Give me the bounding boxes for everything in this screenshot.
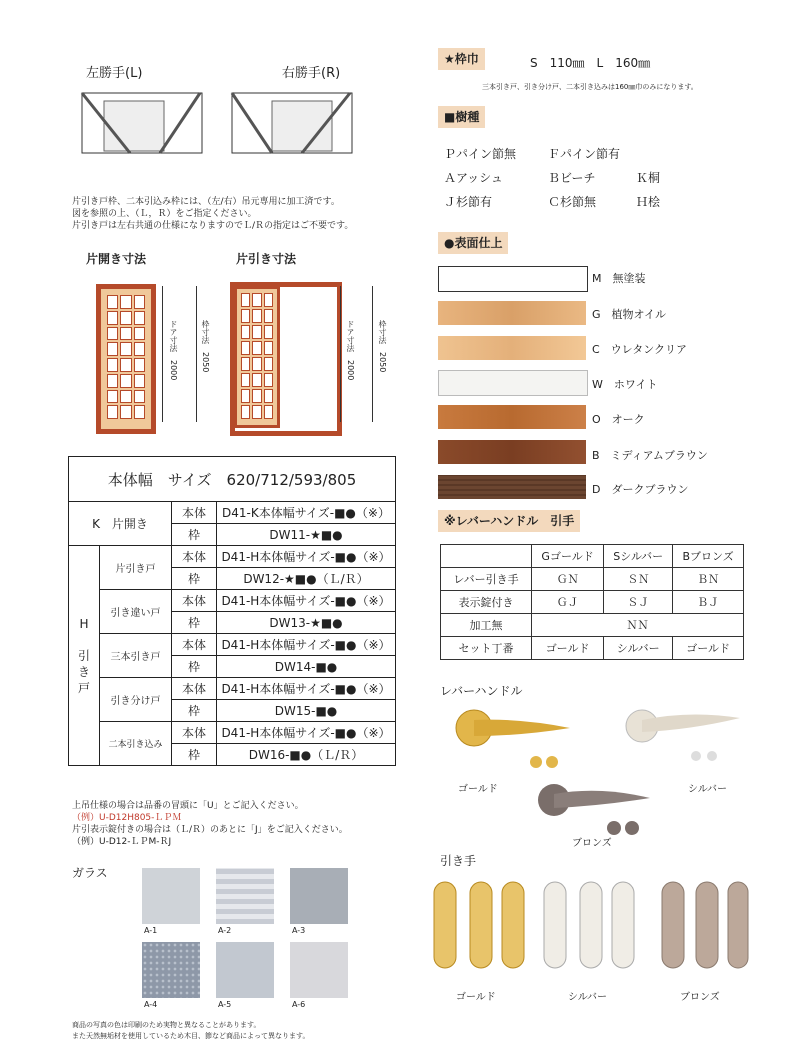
lever-gold-label: ゴールド [458,784,498,795]
lever-table: Gゴールド Sシルバー Bブロンズ レバー引き手 ＧＮ ＳＮ ＢＮ 表示錠付き ＧＪ ＳＪ ＢＪ 加工無 ＮＮ セット丁番 ゴールド シルバー ゴールド [440,544,744,660]
pull-images [430,876,750,976]
frame-size-label: 枠寸法 2050 [201,320,210,373]
glass-a6 [290,942,348,998]
lever-table-title: ※レバーハンドル 引手 [438,510,580,532]
lever-handle-title: レバーハンドル [440,684,523,698]
dims-left-title: 片開き寸法 [86,252,147,266]
pull-silver-label: シルバー [568,992,608,1003]
spec-table: 本体幅 サイズ 620/712/593/805 K 片開き 本体 D41-K本体幅サイズ-■●（※） 枠 DW11-★■● H 引 き 戸 片引き戸 本体 D41-H本体幅サイズ-■●（※） 枠 DW12-★■●（Ｌ/Ｒ） 引き違い戸 本体 D41-H本体幅サイズ-■●（※） 枠 DW13-★■● 三本引き戸 本体 D41-H本体幅サイズ-■●（※） 枠 DW14-■● 引き分け戸 本体 D41-H本体幅サイズ-■●（※） 枠 DW15-■● 二本引き込み 本体 D41-H本体幅サイズ-■●（※） 枠 DW16-■●（Ｌ/Ｒ） [68,456,396,766]
finish-swatch-b [438,440,586,464]
handedness-diagram [80,85,380,165]
lever-silver-label: シルバー [688,784,728,795]
footer-note: 商品の写真の色は印刷のため実物と異なることがあります。 また天然無垢材を使用しているため木目、節など商品によって異なります。 [72,1021,310,1040]
pull-title: 引き手 [440,854,477,868]
door-swing-diagram [96,284,156,434]
glass-title: ガラス [72,866,108,880]
frame-width-value: S 110㎜ L 160㎜ [530,56,651,70]
lever-bronze-label: ブロンズ [572,838,612,849]
finish-title: ●表面仕上 [438,232,508,254]
finish-swatch-g [438,301,586,325]
lever-handle-images [450,700,750,850]
glass-a1 [142,868,200,924]
frame-width-note: 三本引き戸、引き分け戸、二本引き込みは160㎜巾のみになります。 [482,83,698,91]
finish-swatch-d [438,475,586,499]
right-hand-label: 右勝手(R) [282,66,341,81]
wood-title: ■樹種 [438,106,485,128]
finish-swatch-c [438,336,586,360]
note-2: 上吊仕様の場合は品番の冒頭に「U」とご記入ください。 （例）U-D12H805-ＬＰＭ 片引表示錠付きの場合は（Ｌ/Ｒ）のあとに「J」をご記入ください。 （例）U-D12-ＬＰM-ＲJ [72,801,348,847]
glass-a5 [216,942,274,998]
finish-swatch-w [438,370,588,396]
finish-swatch-m [438,266,588,292]
left-hand-label: 左勝手(L) [86,66,143,81]
frame-width-title: ★枠巾 [438,48,485,70]
finish-swatch-o [438,405,586,429]
note-1: 片引き戸枠、二本引込み枠には、（左/右）吊元専用に加工済です。 図を参照の上、（Ｌ，Ｒ）をご指定ください。 片引き戸は左右共通の仕様になりますのでＬ/Ｒの指定はご不要です。 [72,197,354,231]
wood-list: Ｐパイン節無 Ｆパイン節有 Ａアッシュ Ｂビーチ Ｋ桐 Ｊ杉節有 Ｃ杉節無 Ｈ桧 [444,147,661,209]
glass-a3 [290,868,348,924]
glass-a2 [216,868,274,924]
pull-gold-label: ゴールド [456,992,496,1003]
glass-a4 [142,942,200,998]
dims-right-title: 片引き寸法 [236,252,297,266]
pull-bronze-label: ブロンズ [680,992,720,1003]
door-size-label: ドア寸法 2000 [169,320,178,381]
